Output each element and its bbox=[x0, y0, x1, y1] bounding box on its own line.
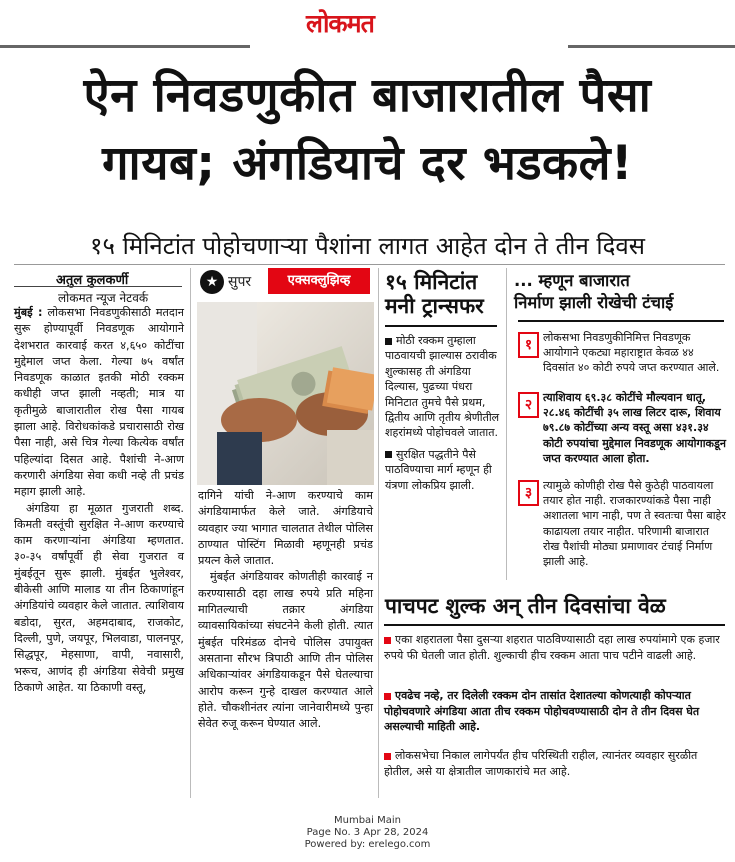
byline-agency: लोकमत न्यूज नेटवर्क bbox=[58, 291, 149, 305]
star-icon: ★ bbox=[200, 270, 224, 294]
column2-paragraph-2: मुंबईत अंगडियावर कोणतीही कारवाई न करण्यासाठी दहा लाख रुपये प्रति महिना मागितल्याची तक्रार अंगडिया व्यावसायिकांच्या संघटनेने केली होती. त्यात मुंबईत परिमंडळ दोनचे पोलिस उपायुक्त असताना सौरभ त्रिपाठी आणि तीन पोलिस अधिकाऱ्यांवर अंगडियाकडून पैसे घेतल्याचा आरोप करून गुन्हे दाखल करण्यात आले होते. चौकशीनंतर त्यांना जानेवारीमध्ये पुन्हा सेवेत रुजू करून घेण्यात आले. bbox=[198, 570, 373, 731]
article-column-1 bbox=[14, 305, 184, 696]
column-divider bbox=[506, 268, 507, 580]
column-divider bbox=[378, 268, 379, 798]
page-footer bbox=[0, 815, 735, 851]
bullet-square-icon bbox=[385, 338, 392, 345]
cash-shortage-rule bbox=[518, 320, 724, 322]
money-transfer-title-line-2: मनी ट्रान्सफर bbox=[385, 294, 484, 318]
cash-shortage-item-3-text: त्यामुळे कोणीही रोख पैसे कुठेही पाठवायला तयार होत नाही. राजकारण्यांकडे पैसा नाही अशातला भाग नाही, पण ते स्वतःचा पैसा बाहेर काढायला तयार नाहीत. परिणामी बाजारात रोख पैशांची मोठ्या प्रमाणावर टंचाई निर्माण झाली आहे. bbox=[543, 479, 726, 569]
fees-point-2 bbox=[384, 688, 726, 735]
money-transfer-point-2 bbox=[385, 447, 500, 493]
item-number-badge: १ bbox=[518, 332, 539, 358]
subheadline: १५ मिनिटांत पोहोचणाऱ्या पैशांना लागत आहेत दोन ते तीन दिवस bbox=[90, 232, 645, 260]
headline-line-2: गायब; अंगडियाचे दर भडकले! bbox=[102, 136, 633, 191]
column1-paragraph-2: अंगडिया हा मूळात गुजराती शब्द. किमती वस्तूंची सुरक्षित ने-आण करण्याचे काम करणाऱ्यांना अंगडिया म्हणतात. ३०-३५ वर्षांपूर्वी ही सेवा गुजरात व मुंबईतून सुरू झाली. मुंबईत भुलेश्वर, बीकेसी आणि मालाड या तीन ठिकाणांहून अंगडियांचे व्यवहार केले जातात. त्याशिवाय बडोदा, सुरत, अहमदाबाद, राजकोट, दिल्ली, पुणे, जयपूर, भिलवाडा, पालनपूर, सिद्धपूर, मेहसाणा, वापी, नवासारी, भरूच, आणंद ही अंगडिया सेवेची प्रमुख ठिकाणे आहेत. या ठिकाणी वस्तू, bbox=[14, 501, 184, 694]
bullet-square-icon bbox=[384, 693, 391, 700]
masthead-rule-left bbox=[0, 45, 250, 48]
page-number-date: Page No. 3 Apr 28, 2024 bbox=[306, 827, 429, 838]
column1-paragraph-1 bbox=[14, 305, 184, 501]
exclusive-label: एक्सक्लुझिव्ह bbox=[268, 268, 370, 294]
masthead-rule-right bbox=[568, 45, 735, 48]
column2-paragraph-1: दागिने यांची ने-आण करण्याचे काम अंगडियामार्फत केले जाते. अंगडियाचे व्यवहार ज्या भागात चालतात तेथील पोलिस ठाण्यात पोस्टिंग मिळावी म्हणूनही प्रचंड प्रयत्न केले जातात. bbox=[198, 489, 373, 568]
cash-shortage-item-1 bbox=[518, 330, 728, 376]
subheadline-divider bbox=[14, 264, 725, 265]
cash-shortage-title-line-2: निर्माण झाली रोखेची टंचाई bbox=[514, 293, 674, 312]
bullet-square-icon bbox=[385, 451, 392, 458]
byline-author: अतुल कुलकर्णी bbox=[56, 273, 129, 288]
money-transfer-title bbox=[385, 270, 484, 318]
cash-shortage-item-3 bbox=[518, 478, 728, 569]
fees-point-1-text: एका शहरातला पैसा दुसऱ्या शहरात पाठविण्यासाठी दहा लाख रुपयांमागे एक हजार रुपये फी घेतली जात होती. शुल्काची हीच रक्कम आता पाच पटीने वाढली आहे. bbox=[384, 633, 720, 662]
money-transfer-point-1-text: मोठी रक्कम तुम्हाला पाठवायची झाल्यास ठरावीक शुल्कासह ती अंगडिया दिल्यास, पुढच्या पंधरा मिनिटात तुमचे पैसे प्रथम, द्वितीय आणि तृतीय श्रेणीतील शहरांमध्ये पोहोचवले जातात. bbox=[385, 334, 500, 440]
item-number-badge: ३ bbox=[518, 480, 539, 506]
money-transfer-title-line-1: १५ मिनिटांत bbox=[385, 270, 478, 294]
headline bbox=[0, 62, 735, 198]
money-transfer-point-2-text: सुरक्षित पद्धतीने पैसे पाठविण्याचा मार्ग म्हणून ही यंत्रणा लोकप्रिय झाली. bbox=[385, 447, 492, 492]
article-column-2 bbox=[198, 488, 373, 732]
fees-point-2-text: एवढेच नव्हे, तर दिलेली रक्कम दोन तासांत देशातल्या कोणत्याही कोपऱ्यात पोहोचवणारे अंगडिया आता तीच रक्कम पोहोचवण्यासाठी दोन ते तीन दिवस घेत असल्याची माहिती आहे. bbox=[384, 689, 700, 733]
fees-point-3-text: लोकसभेचा निकाल लागेपर्यंत हीच परिस्थिती राहील, त्यानंतर व्यवहार सुरळीत होतील, असे या क्षेत्रातील जाणकारांचे मत आहे. bbox=[384, 749, 698, 778]
money-transfer-point-1 bbox=[385, 333, 500, 441]
fees-point-1 bbox=[384, 632, 726, 663]
cash-shortage-title bbox=[514, 270, 673, 314]
money-transfer-rule bbox=[385, 325, 497, 327]
headline-line-1: ऐन निवडणुकीत बाजारातील पैसा bbox=[83, 68, 652, 123]
byline-rule bbox=[14, 286, 182, 287]
money-transfer-body bbox=[385, 333, 500, 499]
powered-by: Powered by: erelego.com bbox=[304, 839, 431, 850]
cash-counting-photo bbox=[197, 302, 374, 485]
cash-shortage-item-2 bbox=[518, 390, 728, 466]
fees-point-3 bbox=[384, 748, 726, 779]
edition-name: Mumbai Main bbox=[333, 815, 401, 826]
bullet-square-icon bbox=[384, 637, 391, 644]
lokmat-logo: लोकमत bbox=[306, 9, 374, 38]
column-divider bbox=[190, 268, 191, 798]
dateline: मुंबई : bbox=[14, 306, 43, 319]
fees-section-rule bbox=[384, 624, 725, 626]
super-label: सुपर bbox=[228, 274, 252, 290]
cash-shortage-item-2-text: त्याशिवाय ६९.३८ कोटींचे मौल्यवान धातू, २८.४६ कोटींची ३५ लाख लिटर दारू, शिवाय ७९.८७ कोटींच्या अन्य वस्तू असा ४३१.३४ कोटी रुपयांचा मुद्देमाल निवडणूक आयोगाकडून जप्त करण्यात आला होता. bbox=[543, 391, 726, 465]
item-number-badge: २ bbox=[518, 392, 539, 418]
cash-shortage-title-line-1: ... म्हणून बाजारात bbox=[514, 271, 630, 290]
cash-shortage-item-1-text: लोकसभा निवडणुकीनिमित्त निवडणूक आयोगाने एकट्या महाराष्ट्रात केवळ ४४ दिवसांत ४० कोटी रुपये जप्त करण्यात आले. bbox=[543, 331, 720, 375]
bullet-square-icon bbox=[384, 753, 391, 760]
fees-section-title: पाचपट शुल्क अन् तीन दिवसांचा वेळ bbox=[385, 594, 666, 618]
column1-paragraph-1-text: लोकसभा निवडणुकीसाठी मतदान सुरू होण्यापूर्वी निवडणूक आयोगाने देशभरात कारवाई करत ४,६५० कोटींचा मुद्देमाल जप्त केला. गेल्या ७५ वर्षांत निवडणूक काळात इतकी मोठी रक्कम कधीही जप्त झाली नव्हती; मात्र या कृतीमुळे बाजारातील रोख पैसा गायब झाला आहे. विरोधकांकडे प्रचारासाठी रोख पैसा नाही, असे चित्र गेल्या कित्येक वर्षांत पहिल्यांदा दिसत आहे. पैशांची ने-आण करणारी अंगडिया सेवा कधी नव्हे ती प्रचंड महाग झाली आहे. bbox=[14, 306, 184, 499]
